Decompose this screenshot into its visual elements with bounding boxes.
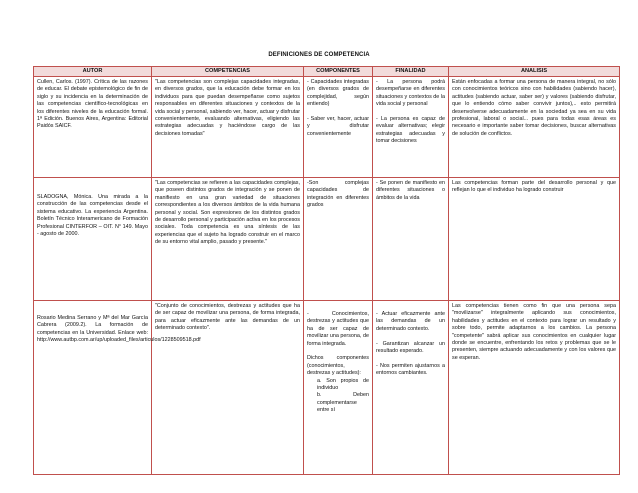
competencias-text: "Las competencias se refieren a las capacidades complejas, que poseen distintos grados de integración y se ponen de manifiesto en una gran variedad de situaciones correspondientes a los diversos ámbitos de la vida humana personal y social. Son expresiones de los distintos grados de desarrollo personal y participación activa en los procesos sociales. Toda competencia es una síntesis de las experiencias que el sujeto ha logrado construir en el marco de su entorno vital amplio, pasado y presente." <box>155 180 300 246</box>
document-title: DEFINICIONES DE COMPETENCIA <box>268 52 370 58</box>
cell-autor <box>34 77 152 178</box>
cell-componentes <box>304 77 373 178</box>
autor-text: Rosario Medina Serrano y Mª del Mar García Cabrera (2009.2). La formación de competencias en la Universidad. Enlace web: http://www.autbp.com.ar/up/uploaded_files/articulos/1228509518.pdf <box>37 315 201 344</box>
finalidad-text: - La persona podrá desempeñarse en diferentes situaciones y contextos de la vida social y personal - La persona es capaz de evaluar alternativas; elegir estrategias adecuadas y tomar decisiones <box>376 79 445 145</box>
header-autor: AUTOR <box>34 67 152 77</box>
cell-competencias <box>152 178 304 301</box>
analisis-text: Las competencias forman parte del desarrollo personal y que reflejan lo que el individuo ha logrado construir <box>452 180 616 194</box>
cell-componentes <box>304 178 373 301</box>
cell-finalidad <box>373 301 449 475</box>
header-competencias: COMPETENCIAS <box>152 67 304 77</box>
cell-finalidad <box>373 77 449 178</box>
table-header-row <box>34 67 620 77</box>
componentes-text: -Son complejas capacidades de integración en diferentes grados <box>307 180 369 209</box>
header-analisis: ANALISIS <box>449 67 620 77</box>
table-row <box>34 77 620 178</box>
componentes-sublist <box>307 378 369 415</box>
cell-analisis <box>449 77 620 178</box>
header-finalidad: FINALIDAD <box>373 67 449 77</box>
list-item: a. Son propios de individuo <box>317 377 369 392</box>
competencias-text: "Las competencias son complejas capacidades integradas, en diversos grados, que la educación debe formar en los individuos para que puedan desempeñarse como sujetos responsables en diferentes situaciones y contextos de la vida social y personal, sabiendo ver, hacer, actuar y disfrutar convenientemente, evaluando alternativas, eligiendo las estrategias adecuadas y haciéndose cargo de las decisiones tomadas" <box>155 79 300 137</box>
cell-autor <box>34 178 152 301</box>
cell-finalidad <box>373 178 449 301</box>
cell-competencias <box>152 77 304 178</box>
list-item: b. Deben complementarse entre sí <box>317 392 369 414</box>
autor-text: Cullen, Carlos. (1997). Crítica de las razones de educar. El debate epistemológico de fin de siglo y su incidencia en la determinación de las competencias científico-tecnológicas en los diferentes niveles de la educación formal. 1ª Edición. Buenos Aires, Argentina: Editorial Paidós SAICF. <box>37 79 148 130</box>
header-componentes: COMPONENTES <box>304 67 373 77</box>
componentes-text: - Capacidades integradas (en diversos grados de complejidad, según entiendo) - Saber ver, hacer, actuar y disfrutar convenientemente <box>307 79 369 137</box>
table-row <box>34 178 620 301</box>
cell-competencias <box>152 301 304 475</box>
componentes-text: - Conocimientos, destrezas y actitudes que ha de ser capaz de movilizar una persona, de forma integrada. Dichos componentes (conocimientos, destrezas y actitudes): <box>307 311 369 377</box>
cell-analisis <box>449 301 620 475</box>
finalidad-text: - Actuar eficazmente ante las demandas de un determinado contexto. - Garantizan alcanzar un resultado esperado. - Nos permiten ajustarnos a entornos cambiantes. <box>376 311 445 377</box>
cell-componentes <box>304 301 373 475</box>
definitions-table <box>33 66 620 475</box>
analisis-text: Están enfocadas a formar una persona de manera integral, no sólo con conocimientos teóricos sino con habilidades (sabiendo hacer), actitudes (sabiendo actuar, saber ser) y valores (sabiendo disfrutar, que lo entiendo cómo saber convivir juntos),.. esto permitirá desenvolverse adecuadamente en la sociedad ya sea en su vida profesional, laboral o social... pues para todas esas áreas es necesario e importante saber tomar decisiones, buscar alternativas de solución de conflictos. <box>452 79 616 137</box>
finalidad-text: - Se ponen de manifiesto en diferentes situaciones o ámbitos de la vida <box>376 180 445 201</box>
analisis-text: Las competencias tienen como fin que una persona sepa "movilizarse" integralmente aplicando sus conocimientos, habilidades y actitudes en el contexto para lograr un resultado y sobre todo, permite adaptarnos a los cambios. La persona "competente" sabrá aplicar sus conocimientos en cualquier lugar donde se encuentre, enfrentando los retos y problemas que se le presenten, siempre actuando adecuadamente y con los valores que se esperan. <box>452 303 616 361</box>
autor-text: SLADOGNA, Mónica. Una mirada a la construcción de las competencias desde el sistema educativo. La experiencia Argentina. Boletín Técnico Interamericano de Formación Profesional CINTERFOR – OIT. N° 149. Mayo - agosto de 2000. <box>37 194 148 238</box>
table-row <box>34 301 620 475</box>
cell-analisis <box>449 178 620 301</box>
cell-autor <box>34 301 201 475</box>
competencias-text: "Conjunto de conocimientos, destrezas y actitudes que ha de ser capaz de movilizar una persona, de forma integrada, para actuar eficazmente ante las demandas de un determinado contexto". <box>155 303 300 332</box>
